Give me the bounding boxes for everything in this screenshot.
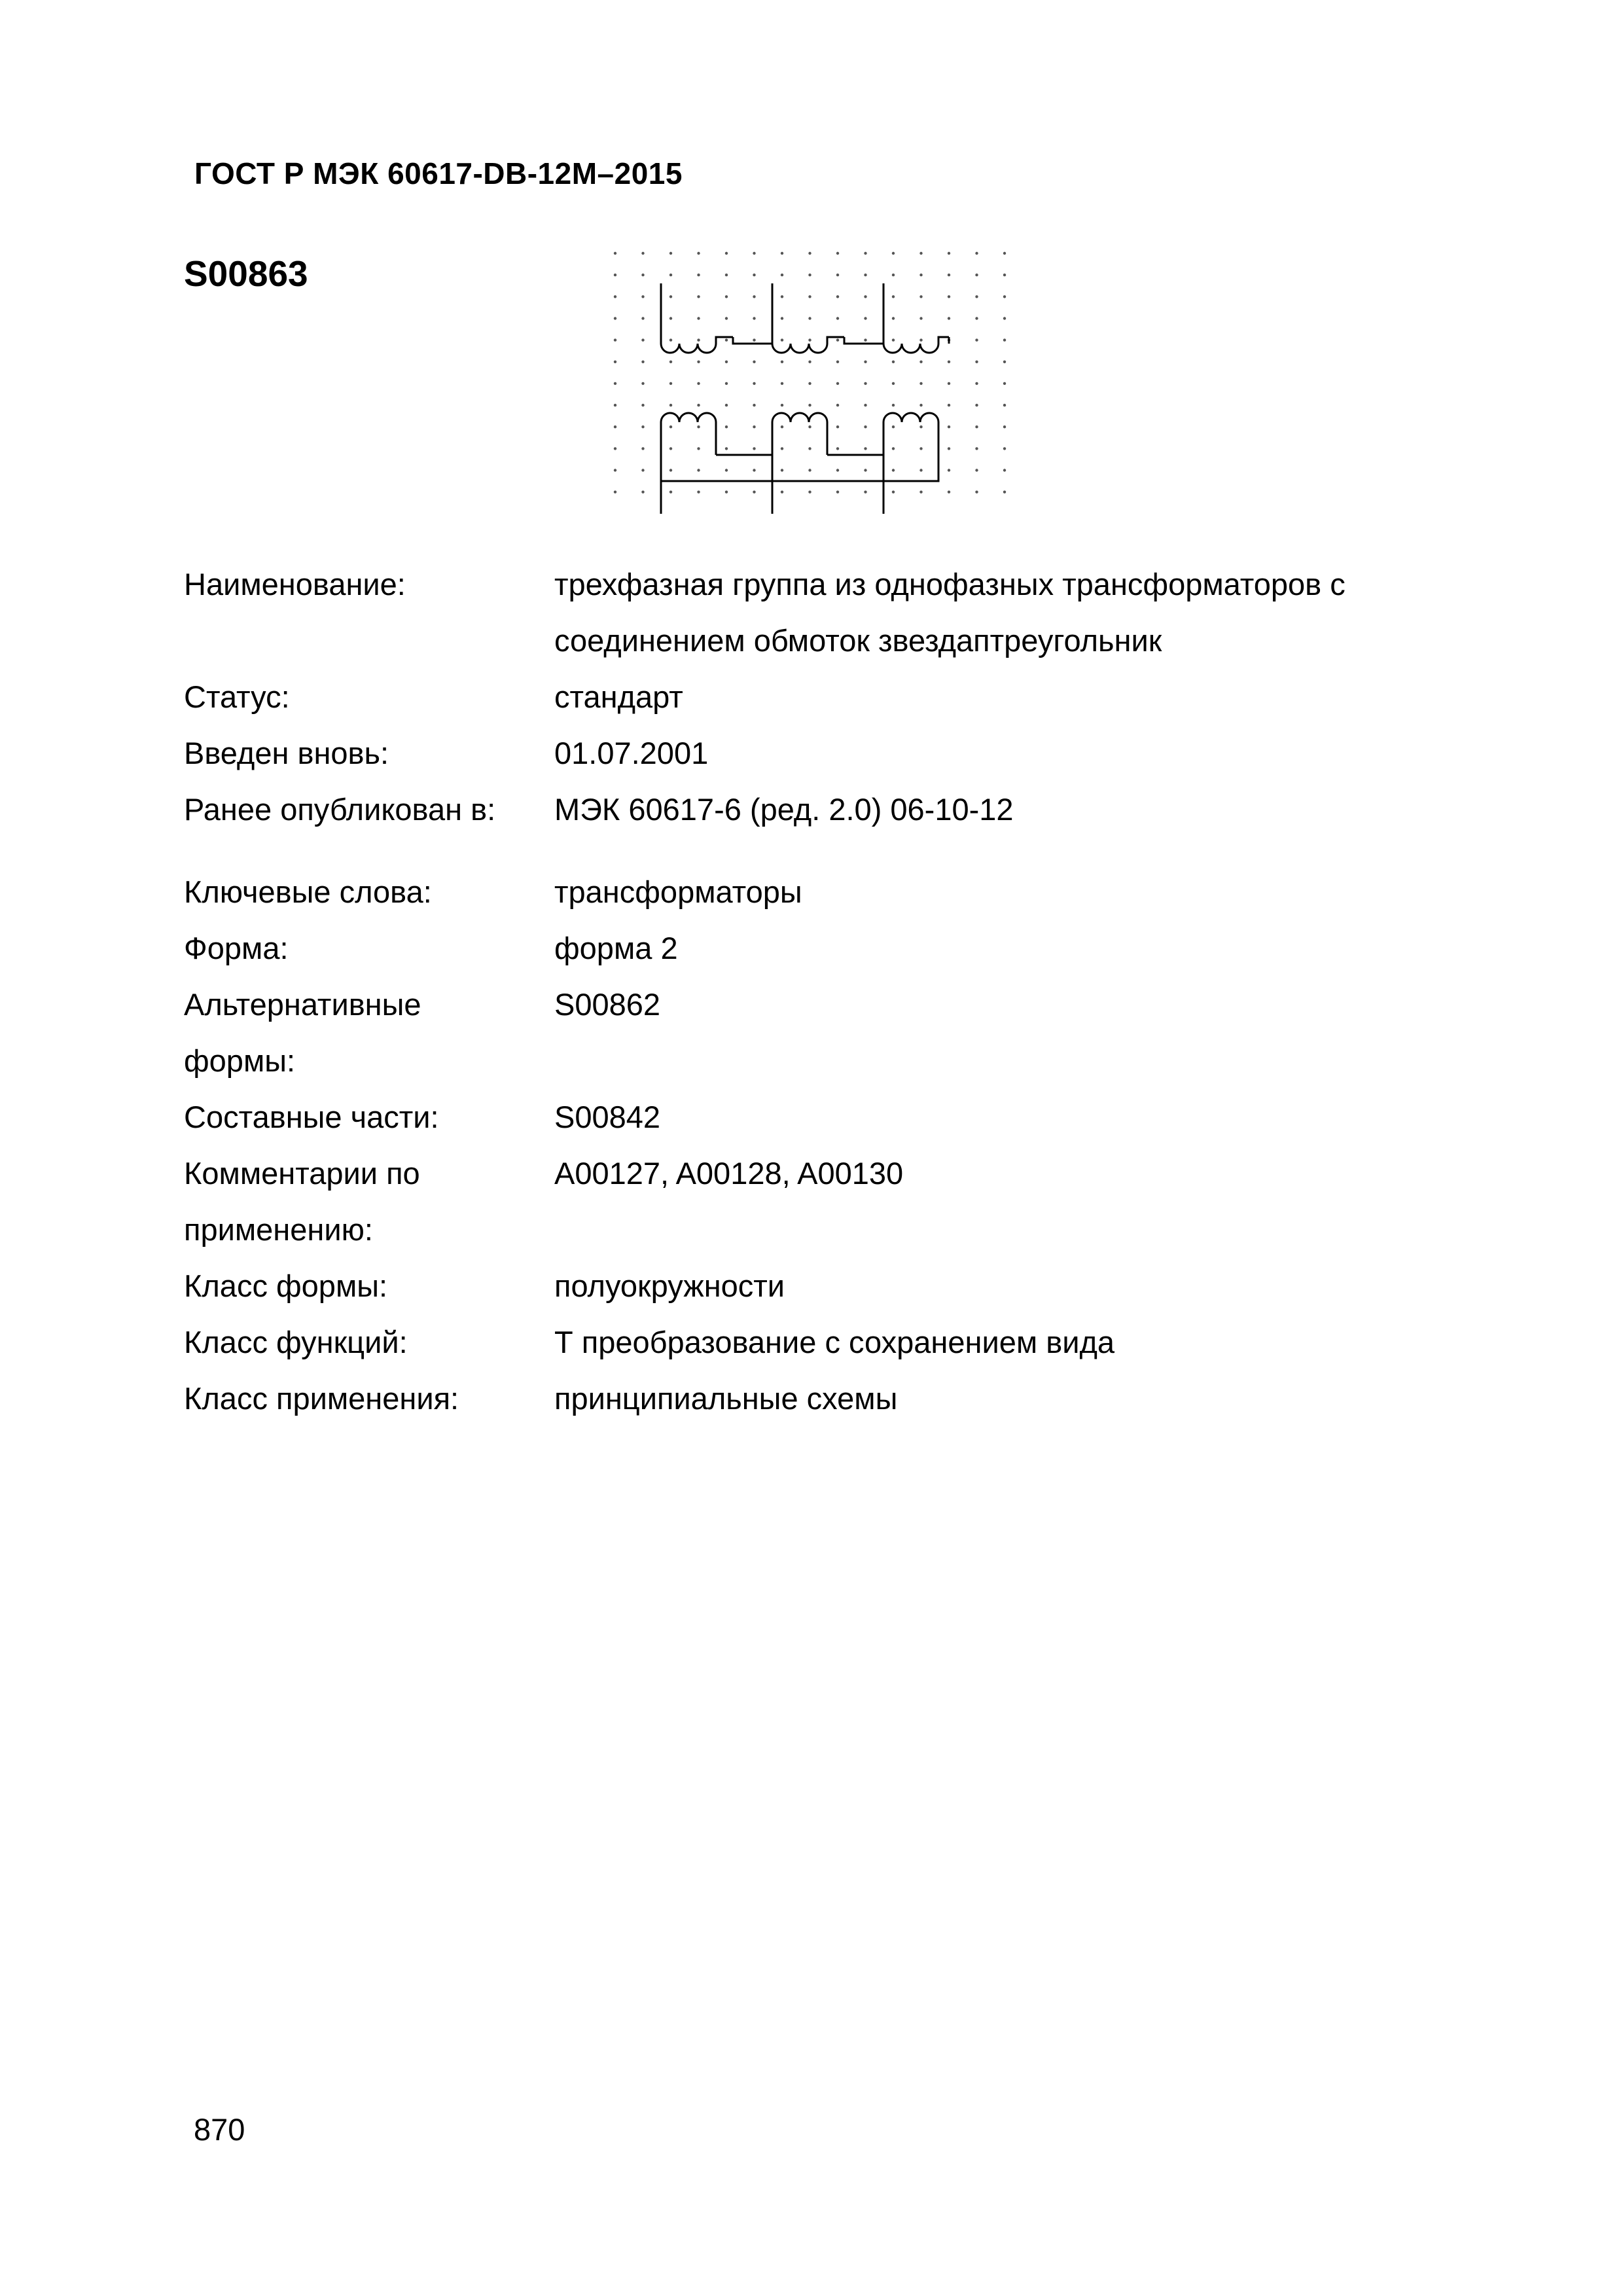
grid-dot	[836, 252, 839, 255]
grid-dot	[892, 491, 895, 493]
grid-dot	[753, 274, 755, 276]
grid-dot	[948, 295, 950, 298]
grid-dot	[697, 295, 700, 298]
grid-dot	[781, 274, 783, 276]
property-alternative-forms	[184, 977, 1467, 1089]
grid-dot	[919, 404, 922, 406]
property-label: Ключевые слова:	[184, 874, 432, 909]
star-neutral-link-1	[733, 337, 772, 344]
grid-dot	[697, 469, 700, 471]
grid-dot	[808, 469, 811, 471]
property-value: принципиальные схемы	[554, 1381, 898, 1416]
symbol-lines	[661, 283, 949, 514]
grid-dot	[948, 404, 950, 406]
grid-dot	[669, 274, 672, 276]
grid-dot	[975, 295, 978, 298]
grid-dot	[669, 425, 672, 428]
grid-dot	[808, 317, 811, 319]
grid-dot	[614, 361, 616, 363]
grid-dot	[614, 295, 616, 298]
grid-dot	[641, 404, 644, 406]
grid-dot	[614, 274, 616, 276]
grid-dot	[892, 252, 895, 255]
star-neutral-link-2	[844, 337, 883, 344]
grid-dot	[808, 491, 811, 493]
grid-dot	[753, 491, 755, 493]
grid-dot	[781, 447, 783, 450]
property-value: стандарт	[554, 679, 683, 714]
property-label: Класс функций:	[184, 1325, 408, 1359]
grid-dot	[1003, 317, 1006, 319]
grid-dot	[753, 382, 755, 385]
property-label-line: применению:	[184, 1212, 373, 1247]
grid-dot	[892, 447, 895, 450]
grid-dot	[641, 361, 644, 363]
grid-dot	[1003, 295, 1006, 298]
property-label-line: формы:	[184, 1043, 296, 1078]
grid-dot	[725, 447, 728, 450]
grid-dot	[808, 447, 811, 450]
grid-dot	[669, 447, 672, 450]
grid-dot	[836, 491, 839, 493]
grid-dot	[892, 404, 895, 406]
grid-dot	[669, 382, 672, 385]
grid-dot	[864, 404, 866, 406]
grid-dot	[836, 382, 839, 385]
grid-dot	[864, 382, 866, 385]
grid-dot	[948, 361, 950, 363]
grid-dot	[725, 404, 728, 406]
property-label	[184, 1145, 554, 1258]
grid-dot	[836, 295, 839, 298]
grid-dot	[948, 252, 950, 255]
property-keywords	[184, 864, 1467, 920]
grid-dot	[697, 274, 700, 276]
grid-dot	[919, 252, 922, 255]
grid-dot	[781, 361, 783, 363]
symbol-properties	[184, 556, 1467, 1427]
grid-dot	[836, 404, 839, 406]
grid-dot	[641, 382, 644, 385]
grid-dot	[864, 274, 866, 276]
property-label: Введен вновь:	[184, 736, 389, 770]
grid-dot	[808, 338, 811, 341]
property-function-class	[184, 1314, 1467, 1371]
grid-dot	[864, 361, 866, 363]
grid-dot	[753, 338, 755, 341]
grid-dot	[614, 338, 616, 341]
property-application-class	[184, 1371, 1467, 1427]
grid-dot	[725, 295, 728, 298]
grid-dot	[781, 382, 783, 385]
grid-dot	[975, 447, 978, 450]
property-label	[184, 977, 554, 1089]
property-value: Т преобразование с сохранением вида	[554, 1325, 1115, 1359]
grid-dot	[808, 361, 811, 363]
grid-dot	[781, 404, 783, 406]
lower-winding-2	[772, 413, 827, 455]
page-number: 870	[194, 2112, 245, 2147]
grid-dot	[753, 317, 755, 319]
grid-dot	[753, 425, 755, 428]
grid-dot	[753, 447, 755, 450]
grid-dot	[836, 338, 839, 341]
grid-dot	[948, 469, 950, 471]
delta-link-3	[661, 455, 938, 481]
property-value: S00842	[554, 1100, 661, 1134]
grid-dot	[919, 491, 922, 493]
property-components	[184, 1089, 1467, 1145]
grid-dot	[614, 469, 616, 471]
grid-dot	[836, 317, 839, 319]
grid-dot	[641, 252, 644, 255]
grid-dot	[753, 252, 755, 255]
grid-dot	[1003, 382, 1006, 385]
transformer-symbol-figure	[609, 239, 1027, 560]
grid-dot	[697, 252, 700, 255]
grid-dot	[808, 404, 811, 406]
property-label: Составные части:	[184, 1100, 439, 1134]
grid-dot	[614, 317, 616, 319]
grid-dot	[1003, 404, 1006, 406]
grid-dot	[1003, 491, 1006, 493]
grid-dot	[864, 295, 866, 298]
grid-dot	[697, 447, 700, 450]
grid-dot	[669, 317, 672, 319]
lower-winding-3	[883, 413, 938, 455]
grid-dot	[808, 295, 811, 298]
grid-dot	[1003, 447, 1006, 450]
grid-dot	[725, 317, 728, 319]
grid-dot	[614, 447, 616, 450]
property-status	[184, 669, 1467, 725]
grid-dot	[697, 338, 700, 341]
grid-dot	[669, 295, 672, 298]
property-label: Класс применения:	[184, 1381, 459, 1416]
grid-dot	[669, 252, 672, 255]
property-label-line: Альтернативные	[184, 987, 421, 1022]
grid-dot	[919, 295, 922, 298]
grid-dot	[864, 425, 866, 428]
grid-dot	[614, 491, 616, 493]
grid-dot	[975, 425, 978, 428]
grid-dot	[614, 425, 616, 428]
grid-dot	[948, 447, 950, 450]
grid-dot	[892, 425, 895, 428]
grid-dot	[808, 252, 811, 255]
grid-dot	[892, 317, 895, 319]
grid-dot	[892, 361, 895, 363]
grid-dot	[864, 447, 866, 450]
grid-dot	[725, 274, 728, 276]
grid-dot	[892, 469, 895, 471]
property-value: трансформаторы	[554, 874, 802, 909]
grid-dot	[864, 317, 866, 319]
grid-dot	[975, 491, 978, 493]
grid-dot	[697, 382, 700, 385]
grid-dot	[864, 338, 866, 341]
property-form-class	[184, 1258, 1467, 1314]
grid-dot	[975, 274, 978, 276]
grid-dot	[975, 338, 978, 341]
grid-dot	[975, 469, 978, 471]
lower-winding-1	[661, 413, 716, 455]
grid-dot	[725, 382, 728, 385]
grid-dot	[753, 295, 755, 298]
grid-dot	[948, 274, 950, 276]
grid-dot	[919, 274, 922, 276]
property-introduced	[184, 725, 1467, 781]
property-value-line: трехфазная группа из однофазных трансформаторов с	[554, 567, 1346, 601]
property-value: 01.07.2001	[554, 736, 709, 770]
grid-dot	[725, 361, 728, 363]
grid-dot	[808, 382, 811, 385]
property-name	[184, 556, 1467, 669]
grid-dot	[614, 382, 616, 385]
property-label: Ранее опубликован в:	[184, 792, 496, 827]
grid-dot	[641, 447, 644, 450]
grid-dot	[919, 382, 922, 385]
grid-dot	[836, 274, 839, 276]
grid-dot	[614, 404, 616, 406]
grid-dot	[697, 317, 700, 319]
grid-dot	[948, 491, 950, 493]
property-value	[554, 556, 1467, 669]
property-application-notes	[184, 1145, 1467, 1258]
grid-dot	[808, 274, 811, 276]
grid-dot	[641, 491, 644, 493]
grid-dot	[697, 425, 700, 428]
grid-dot	[781, 295, 783, 298]
grid-dot	[781, 338, 783, 341]
grid-dot	[948, 317, 950, 319]
symbol-code: S00863	[184, 253, 308, 294]
grid-dot	[781, 491, 783, 493]
grid-dot	[892, 338, 895, 341]
grid-dot	[641, 295, 644, 298]
grid-dot	[641, 425, 644, 428]
grid-dot	[641, 338, 644, 341]
grid-dot	[864, 491, 866, 493]
grid-dot	[697, 361, 700, 363]
property-value: A00127, A00128, A00130	[554, 1156, 904, 1191]
grid-dot	[919, 425, 922, 428]
grid-dot	[919, 469, 922, 471]
grid-dot	[919, 361, 922, 363]
property-label: Форма:	[184, 931, 289, 965]
grid-dot	[836, 425, 839, 428]
grid-dot	[836, 361, 839, 363]
property-previously-published	[184, 781, 1467, 838]
grid-dot	[669, 404, 672, 406]
grid-dot	[892, 295, 895, 298]
grid-dot	[1003, 425, 1006, 428]
grid-dot	[864, 252, 866, 255]
grid-dot	[697, 491, 700, 493]
grid-dot	[725, 469, 728, 471]
document-header: ГОСТ Р МЭК 60617-DB-12M–2015	[194, 156, 683, 190]
grid-dot	[725, 338, 728, 341]
grid-dot	[753, 361, 755, 363]
grid-dot	[892, 382, 895, 385]
grid-dot	[1003, 274, 1006, 276]
grid-dot	[697, 404, 700, 406]
grid-dot	[919, 338, 922, 341]
property-value: S00862	[554, 987, 661, 1022]
grid-dot	[781, 425, 783, 428]
grid-dot	[892, 274, 895, 276]
grid-dot	[669, 338, 672, 341]
property-value-line: соединением обмоток звездаптреугольник	[554, 623, 1162, 658]
grid-dot	[836, 469, 839, 471]
grid-dots	[614, 252, 1006, 493]
grid-dot	[836, 447, 839, 450]
grid-dot	[669, 469, 672, 471]
grid-dot	[641, 317, 644, 319]
grid-dot	[669, 361, 672, 363]
grid-dot	[753, 404, 755, 406]
property-label: Статус:	[184, 679, 290, 714]
property-label-line: Комментарии по	[184, 1156, 420, 1191]
grid-dot	[1003, 361, 1006, 363]
grid-dot	[975, 404, 978, 406]
grid-dot	[781, 252, 783, 255]
property-label: Класс формы:	[184, 1268, 388, 1303]
property-label: Наименование:	[184, 567, 406, 601]
grid-dot	[781, 469, 783, 471]
grid-dot	[614, 252, 616, 255]
grid-dot	[975, 252, 978, 255]
grid-dot	[808, 425, 811, 428]
grid-dot	[975, 317, 978, 319]
grid-dot	[948, 425, 950, 428]
grid-dot	[864, 469, 866, 471]
grid-dot	[753, 469, 755, 471]
property-value: форма 2	[554, 931, 678, 965]
grid-dot	[725, 491, 728, 493]
grid-dot	[1003, 252, 1006, 255]
grid-dot	[1003, 469, 1006, 471]
property-value: полуокружности	[554, 1268, 785, 1303]
property-form	[184, 920, 1467, 977]
grid-dot	[975, 382, 978, 385]
grid-dot	[948, 382, 950, 385]
grid-dot	[919, 447, 922, 450]
grid-dot	[919, 317, 922, 319]
grid-dot	[975, 361, 978, 363]
grid-dot	[781, 317, 783, 319]
grid-dot	[725, 425, 728, 428]
grid-dot	[1003, 338, 1006, 341]
grid-dot	[725, 252, 728, 255]
grid-dot	[641, 469, 644, 471]
property-value: МЭК 60617-6 (ред. 2.0) 06-10-12	[554, 792, 1014, 827]
grid-dot	[669, 491, 672, 493]
three-phase-transformer-group-icon	[609, 239, 1027, 560]
grid-dot	[641, 274, 644, 276]
